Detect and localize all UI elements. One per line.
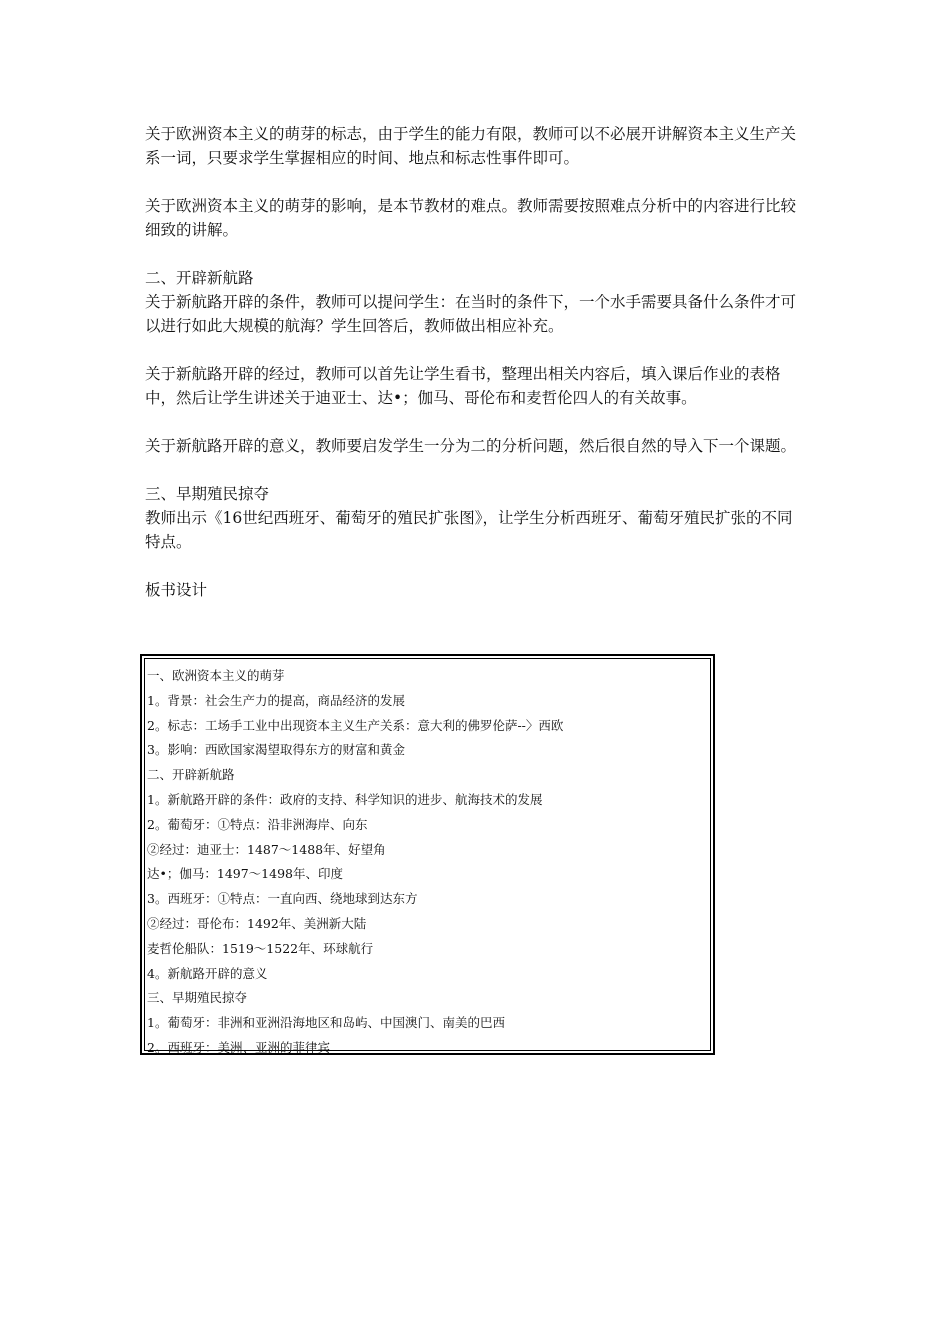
board-line: 3。影响：西欧国家渴望取得东方的财富和黄金 bbox=[147, 742, 405, 758]
paragraph-route-conditions: 关于新航路开辟的条件，教师可以提问学生：在当时的条件下，一个水手需要具备什么条件才可以进行如此大规模的航海？学生回答后，教师做出相应补充。 bbox=[145, 293, 797, 335]
paragraph-capitalism-impact: 关于欧洲资本主义的萌芽的影响，是本节教材的难点。教师需要按照难点分析中的内容进行比较细致的讲解。 bbox=[145, 197, 797, 239]
paragraph-route-process: 关于新航路开辟的经过，教师可以首先让学生看书，整理出相关内容后，填入课后作业的表格中，然后让学生讲述关于迪亚士、达•；伽马、哥伦布和麦哲伦四人的有关故事。 bbox=[145, 365, 781, 407]
board-line: 三、早期殖民掠夺 bbox=[147, 990, 248, 1006]
paragraph-route-significance: 关于新航路开辟的意义，教师要启发学生一分为二的分析问题，然后很自然的导入下一个课题。 bbox=[145, 437, 797, 455]
board-line: 麦哲伦船队：1519～1522年、环球航行 bbox=[147, 940, 374, 956]
board-line: 一、欧洲资本主义的萌芽 bbox=[147, 668, 285, 683]
board-line: ②经过：哥伦布：1492年、美洲新大陆 bbox=[147, 915, 367, 931]
board-line: 2。葡萄牙：①特点：沿非洲海岸、向东 bbox=[147, 816, 368, 832]
paragraph-colonial-map: 教师出示《16世纪西班牙、葡萄牙的殖民扩张图》，让学生分析西班牙、葡萄牙殖民扩张的不同特点。 bbox=[145, 509, 793, 551]
board-line: 1。葡萄牙：非洲和亚洲沿海地区和岛屿、中国澳门、南美的巴西 bbox=[147, 1015, 505, 1031]
board-line: 3。西班牙：①特点：一直向西、绕地球到达东方 bbox=[147, 891, 418, 907]
board-line: 达•；伽马：1497～1498年、印度 bbox=[147, 866, 343, 882]
board-line: ②经过：迪亚士：1487～1488年、好望角 bbox=[147, 841, 386, 857]
board-line: 2。标志：工场手工业中出现资本主义生产关系：意大利的佛罗伦萨--〉西欧 bbox=[147, 717, 564, 733]
document-body bbox=[145, 122, 805, 602]
board-line: 1。新航路开辟的条件：政府的支持、科学知识的进步、航海技术的发展 bbox=[147, 791, 543, 807]
board-line: 1。背景：社会生产力的提高，商品经济的发展 bbox=[147, 692, 405, 708]
board-design-table bbox=[140, 654, 715, 1055]
board-design-cell bbox=[144, 658, 711, 1055]
paragraph-capitalism-sign: 关于欧洲资本主义的萌芽的标志，由于学生的能力有限，教师可以不必展开讲解资本主义生产关系一词，只要求学生掌握相应的时间、地点和标志性事件即可。 bbox=[145, 125, 797, 167]
board-line: 4。新航路开辟的意义 bbox=[147, 965, 268, 981]
section-heading-colonial-plunder: 三、早期殖民掠夺 bbox=[145, 485, 270, 503]
board-line: 2。西班牙：美洲、亚洲的菲律宾 bbox=[147, 1039, 330, 1055]
section-heading-new-routes: 二、开辟新航路 bbox=[145, 269, 254, 287]
board-line: 二、开辟新航路 bbox=[147, 767, 235, 783]
board-design-title: 板书设计 bbox=[145, 581, 208, 599]
